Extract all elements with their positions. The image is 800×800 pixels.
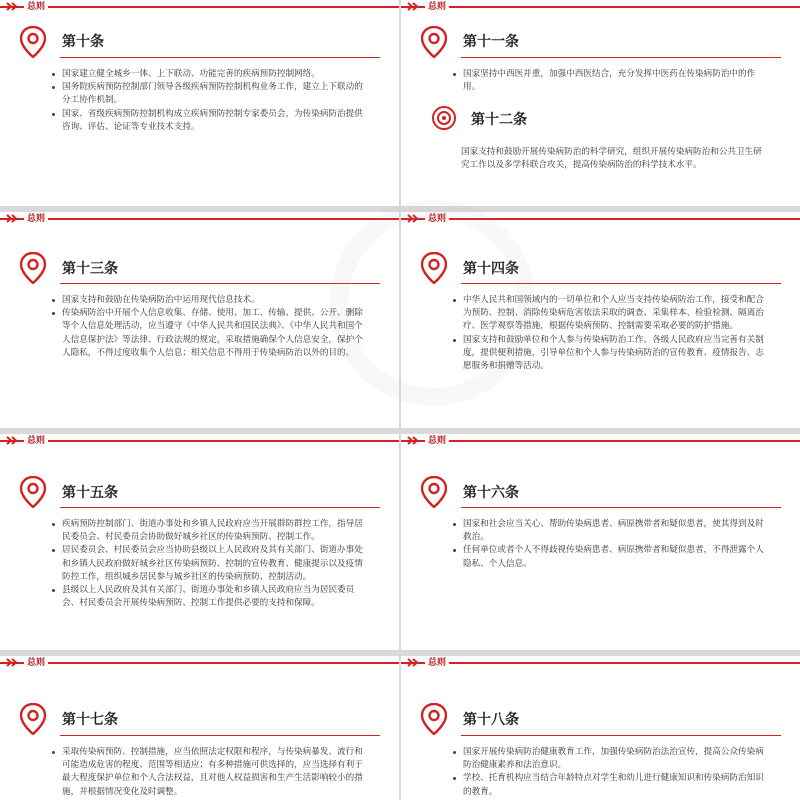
title-divider: [461, 507, 781, 508]
slide-header-bar: [401, 0, 800, 12]
article-title: 第十五条: [62, 485, 118, 501]
title-divider: [461, 283, 781, 284]
target-icon: [430, 104, 458, 132]
article-title: 第十六条: [463, 485, 519, 501]
slide-article-11-12[interactable]: [401, 0, 800, 206]
slide-header-bar: [401, 434, 800, 446]
section-label: 总则: [24, 0, 48, 12]
article-list: [451, 68, 768, 94]
slide-header-bar: [401, 212, 800, 224]
location-pin-icon: [421, 26, 447, 58]
article-list: [50, 746, 367, 799]
article-text: 国家支持和鼓励开展传染病防治的科学研究，组织开展传染病防治和公共卫生研究工作以及多学科联合攻关，提高传染病防治的科学技术水平。: [461, 147, 762, 171]
list-item: 国家和社会应当关心、帮助传染病患者、病原携带者和疑似患者，使其得到及时救治。: [463, 518, 768, 544]
location-pin-icon: [20, 252, 46, 284]
list-item: 采取传染病预防、控制措施，应当依照法定权限和程序，与传染病暴发、流行和可能造成危害的程度、范围等相适应；有多种措施可供选择的，应当选择有利于最大程度保护单位和个人合法权益，且对他人权益损害和生产生活影响较小的措施，并根据情况变化及时调整。: [62, 746, 367, 799]
list-item: 国家、省级疾病预防控制机构成立疾病预防控制专家委员会，为传染病防治提供咨询、评估、论证等专业技术支持。: [62, 108, 367, 134]
location-pin-icon: [20, 26, 46, 58]
chevron-right-icon: [407, 214, 421, 223]
article-title: 第十七条: [62, 712, 118, 728]
location-pin-icon: [421, 703, 447, 735]
article-title: 第十一条: [463, 34, 519, 50]
chevron-right-icon: [407, 436, 421, 445]
location-pin-icon: [20, 703, 46, 735]
list-item: 任何单位或者个人不得歧视传染病患者、病原携带者和疑似患者，不得泄露个人隐私、个人信息。: [463, 544, 768, 570]
title-divider: [60, 735, 380, 736]
section-label: 总则: [24, 656, 48, 668]
section-label: 总则: [425, 656, 449, 668]
article-list: [451, 746, 768, 799]
section-label: 总则: [24, 212, 48, 224]
list-item: 疾病预防控制部门、街道办事处和乡镇人民政府应当开展群防群控工作，指导居民委员会、村民委员会协助做好城乡社区的传染病预防、控制工作。: [62, 518, 367, 544]
slide-header-bar: [0, 0, 399, 12]
chevron-right-icon: [6, 436, 20, 445]
slide-article-13[interactable]: [0, 212, 399, 428]
slide-article-17[interactable]: [0, 656, 399, 800]
slide-header-bar: [401, 656, 800, 668]
location-pin-icon: [421, 252, 447, 284]
article-list: [50, 294, 367, 360]
chevron-right-icon: [6, 658, 20, 667]
article-list: [50, 518, 367, 610]
slide-article-18[interactable]: [401, 656, 800, 800]
list-item: 国家建立健全城乡一体、上下联动、功能完善的疾病预防控制网络。: [62, 68, 367, 81]
list-item: 国务院疾病预防控制部门领导各级疾病预防控制机构业务工作，建立上下联动的分工协作机制。: [62, 81, 367, 107]
article-title: 第十八条: [463, 712, 519, 728]
list-item: 中华人民共和国领域内的一切单位和个人应当支持传染病防治工作，接受和配合为预防、控制、消除传染病危害依法采取的调查、采集样本、检验检测、隔离治疗、医学观察等措施，根据传染病预防、控制需要采取必要的防护措施。: [463, 294, 768, 334]
list-item: 学校、托育机构应当结合年龄特点对学生和幼儿进行健康知识和传染病防治知识的教育。: [463, 772, 768, 798]
title-divider: [60, 507, 380, 508]
slide-header-bar: [0, 212, 399, 224]
article-title: 第十条: [62, 34, 104, 50]
location-pin-icon: [20, 476, 46, 508]
title-divider: [60, 57, 380, 58]
list-item: 国家坚持中西医并重，加强中西医结合，充分发挥中医药在传染病防治中的作用。: [463, 68, 768, 94]
chevron-right-icon: [407, 658, 421, 667]
list-item: 国家支持和鼓励单位和个人参与传染病防治工作。各级人民政府应当完善有关制度，提供便利措施，引导单位和个人参与传染病防治的宣传教育、疫情报告、志愿服务和捐赠等活动。: [463, 334, 768, 374]
article-list: [451, 294, 768, 373]
slide-article-14[interactable]: [401, 212, 800, 428]
slide-article-10[interactable]: [0, 0, 399, 206]
title-divider: [461, 57, 781, 58]
article-title-2: 第十二条: [471, 112, 527, 128]
section-label: 总则: [425, 0, 449, 12]
section-label: 总则: [425, 434, 449, 446]
slide-article-16[interactable]: [401, 434, 800, 650]
article-list: [50, 68, 367, 134]
chevron-right-icon: [407, 2, 421, 11]
chevron-right-icon: [6, 2, 20, 11]
list-item: 传染病防治中开展个人信息收集、存储、使用、加工、传输、提供、公开、删除等个人信息处理活动，应当遵守《中华人民共和国民法典》、《中华人民共和国个人信息保护法》等法律、行政法规的规定，采取措施确保个人信息安全，保护个人隐私，不得过度收集个人信息；相关信息不得用于传染病防治以外的目的。: [62, 307, 367, 360]
chevron-right-icon: [6, 214, 20, 223]
list-item: 国家开展传染病防治健康教育工作，加强传染病防治法治宣传，提高公众传染病防治健康素养和法治意识。: [463, 746, 768, 772]
title-divider: [461, 735, 781, 736]
article-title: 第十三条: [62, 261, 118, 277]
slide-article-15[interactable]: [0, 434, 399, 650]
list-item: 国家支持和鼓励在传染病防治中运用现代信息技术。: [62, 294, 367, 307]
section-label: 总则: [24, 434, 48, 446]
section-label: 总则: [425, 212, 449, 224]
slide-header-bar: [0, 656, 399, 668]
location-pin-icon: [421, 476, 447, 508]
list-item: 县级以上人民政府及其有关部门、街道办事处和乡镇人民政府应当为居民委员会、村民委员会开展传染病预防、控制工作提供必要的支持和保障。: [62, 584, 367, 610]
title-divider: [60, 283, 380, 284]
article-title: 第十四条: [463, 261, 519, 277]
article-list: [451, 518, 768, 571]
slide-header-bar: [0, 434, 399, 446]
list-item: 居民委员会、村民委员会应当协助县级以上人民政府及其有关部门、街道办事处和乡镇人民政府做好城乡社区传染病预防、控制的宣传教育、健康提示以及疫情防控工作，组织城乡居民参与城乡社区的传染病预防、控制活动。: [62, 544, 367, 584]
